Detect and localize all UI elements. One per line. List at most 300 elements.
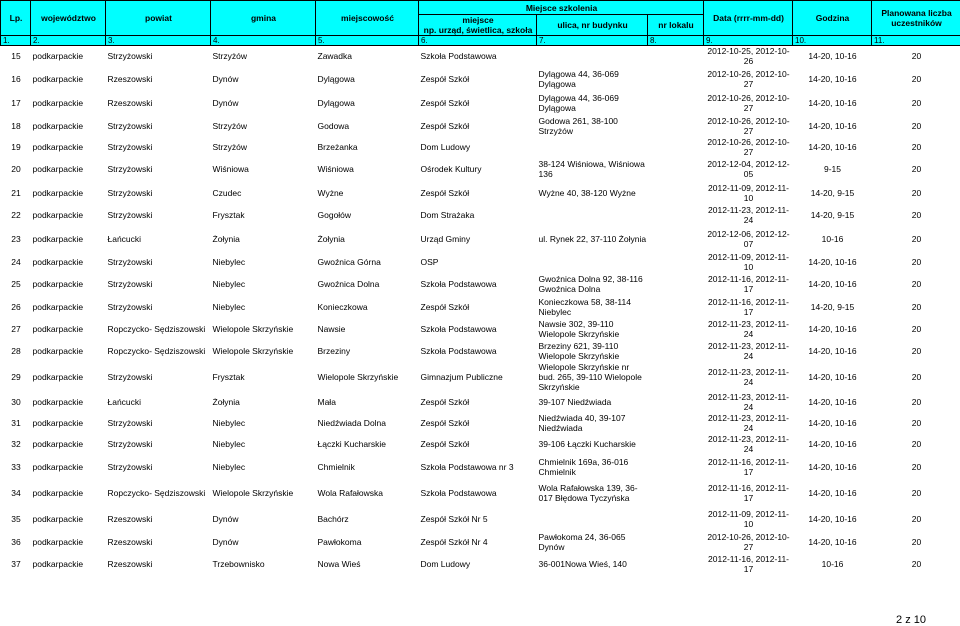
cell-lp: 37 bbox=[11, 559, 21, 569]
cell-ulica: 38-124 Wiśniowa, Wiśniowa 136 bbox=[538, 159, 645, 179]
cell-powiat: Łańcucki bbox=[107, 396, 142, 407]
cell-powiat: Strzyżowski bbox=[107, 141, 153, 152]
cell-lokal bbox=[648, 318, 704, 340]
header-godzina: Godzina bbox=[793, 1, 872, 36]
cell-lp: 22 bbox=[11, 210, 21, 220]
cell-lokal bbox=[648, 340, 704, 362]
column-numbers-row bbox=[1, 36, 960, 46]
cell-liczba: 20 bbox=[911, 488, 922, 498]
cell-gmina: Niebylec bbox=[212, 439, 246, 449]
cell-lokal bbox=[648, 91, 704, 115]
column-number: 6. bbox=[419, 36, 537, 46]
cell-lp: 34 bbox=[11, 488, 21, 498]
cell-miejscowosc: Pawłokoma bbox=[317, 537, 362, 547]
cell-ulica bbox=[537, 204, 648, 227]
cell-powiat: Strzyżowski bbox=[107, 371, 153, 382]
cell-wojewodztwo: podkarpackie bbox=[32, 210, 84, 220]
cell-miejsce: Dom Ludowy bbox=[420, 559, 471, 569]
cell-data: 2012-11-23, 2012-11-24 bbox=[708, 318, 789, 339]
cell-miejscowosc: Nowa Wieś bbox=[317, 559, 361, 569]
cell-miejsce: Gimnazjum Publiczne bbox=[420, 371, 503, 382]
cell-data: 2012-10-26, 2012-10-27 bbox=[707, 532, 790, 552]
cell-data: 2012-11-16, 2012-11-17 bbox=[708, 483, 789, 503]
header-miejsce-sub: np. urząd, świetlica, szkoła bbox=[423, 25, 533, 35]
cell-miejsce: Szkoła Podstawowa nr 3 bbox=[420, 461, 514, 472]
cell-wojewodztwo: podkarpackie bbox=[32, 234, 84, 244]
cell-godzina: 14-20, 9-15 bbox=[810, 301, 855, 312]
table-header bbox=[1, 1, 960, 46]
cell-miejsce: Szkoła Podstawowa bbox=[420, 323, 497, 334]
cell-miejscowosc: Żołynia bbox=[317, 234, 345, 244]
cell-godzina: 14-20, 10-16 bbox=[808, 461, 857, 472]
cell-ulica: 36-001Nowa Wieś, 140 bbox=[538, 559, 627, 569]
cell-lp: 15 bbox=[11, 51, 21, 62]
header-lp: Lp. bbox=[1, 1, 31, 36]
cell-lp: 32 bbox=[11, 439, 21, 449]
cell-gmina: Wielopole Skrzyńskie bbox=[212, 345, 294, 356]
cell-godzina: 14-20, 10-16 bbox=[808, 278, 857, 289]
cell-wojewodztwo: podkarpackie bbox=[32, 187, 84, 198]
cell-wojewodztwo: podkarpackie bbox=[32, 345, 84, 356]
cell-miejscowosc: Wiśniowa bbox=[317, 164, 354, 174]
cell-wojewodztwo: podkarpackie bbox=[32, 417, 84, 428]
cell-miejsce: Szkoła Podstawowa bbox=[420, 51, 497, 62]
column-number: 5. bbox=[316, 36, 419, 46]
header-miejsce-label: miejsce bbox=[462, 15, 494, 25]
table-row bbox=[1, 157, 960, 182]
cell-liczba: 20 bbox=[911, 439, 922, 449]
cell-wojewodztwo: podkarpackie bbox=[32, 371, 84, 382]
cell-powiat: Ropczycko- Sędziszowski bbox=[107, 488, 206, 498]
cell-liczba: 20 bbox=[911, 164, 922, 174]
cell-wojewodztwo: podkarpackie bbox=[32, 323, 84, 334]
cell-ulica: Wyżne 40, 38-120 Wyżne bbox=[538, 187, 636, 198]
cell-powiat: Ropczycko- Sędziszowski bbox=[107, 323, 206, 334]
cell-miejscowosc: Gogołów bbox=[317, 210, 352, 220]
cell-ulica: Brzeziny 621, 39-110 Wielopole Skrzyńskie bbox=[538, 340, 620, 361]
table-row bbox=[1, 392, 960, 412]
cell-wojewodztwo: podkarpackie bbox=[32, 537, 84, 547]
table-row bbox=[1, 115, 960, 137]
cell-powiat: Strzyżowski bbox=[107, 256, 153, 267]
cell-gmina: Czudec bbox=[212, 187, 242, 198]
cell-data: 2012-11-16, 2012-11-17 bbox=[708, 296, 789, 317]
cell-godzina: 14-20, 10-16 bbox=[808, 537, 857, 547]
cell-gmina: Dynów bbox=[212, 97, 239, 108]
cell-gmina: Żołynia bbox=[212, 234, 240, 244]
cell-gmina: Strzyżów bbox=[212, 51, 247, 62]
column-number: 10. bbox=[793, 36, 872, 46]
cell-ulica: Dylągowa 44, 36-069 Dylągowa bbox=[538, 92, 619, 113]
cell-ulica: Nawsie 302, 39-110 Wielopole Skrzyńskie bbox=[538, 318, 620, 339]
cell-liczba: 20 bbox=[911, 187, 922, 198]
table-row bbox=[1, 531, 960, 554]
cell-powiat: Rzeszowski bbox=[107, 73, 153, 84]
cell-gmina: Niebylec bbox=[212, 301, 246, 312]
cell-lokal bbox=[648, 531, 704, 554]
cell-gmina: Wielopole Skrzyńskie bbox=[212, 488, 294, 498]
header-powiat: powiat bbox=[106, 1, 211, 36]
cell-data: 2012-10-26, 2012-10-27 bbox=[707, 136, 790, 157]
cell-miejsce: Zespół Szkół Nr 5 bbox=[420, 514, 488, 524]
cell-miejscowosc: Brzeżanka bbox=[317, 141, 358, 152]
table-row bbox=[1, 252, 960, 272]
cell-godzina: 14-20, 10-16 bbox=[808, 51, 857, 62]
cell-gmina: Frysztak bbox=[212, 210, 245, 220]
table-row bbox=[1, 91, 960, 115]
cell-powiat: Rzeszowski bbox=[107, 559, 153, 569]
table-row bbox=[1, 412, 960, 434]
cell-lokal bbox=[648, 227, 704, 252]
cell-powiat: Strzyżowski bbox=[107, 439, 153, 449]
cell-miejsce: Zespół Szkół bbox=[420, 396, 470, 407]
cell-data: 2012-11-23, 2012-11-24 bbox=[708, 391, 789, 412]
cell-godzina: 14-20, 10-16 bbox=[808, 97, 857, 108]
cell-powiat: Rzeszowski bbox=[107, 514, 153, 524]
cell-liczba: 20 bbox=[911, 234, 922, 244]
cell-godzina: 14-20, 10-16 bbox=[808, 371, 857, 382]
cell-lokal bbox=[648, 554, 704, 575]
header-lokal: nr lokalu bbox=[648, 15, 704, 36]
cell-data: 2012-11-09, 2012-11-10 bbox=[708, 182, 789, 203]
cell-lokal bbox=[648, 157, 704, 182]
table-row bbox=[1, 137, 960, 157]
cell-ulica bbox=[537, 508, 648, 531]
cell-gmina: Żołynia bbox=[212, 396, 240, 407]
cell-lokal bbox=[648, 412, 704, 434]
cell-powiat: Strzyżowski bbox=[107, 51, 153, 62]
cell-data: 2012-11-23, 2012-11-24 bbox=[708, 366, 789, 387]
cell-liczba: 20 bbox=[911, 141, 922, 152]
cell-lp: 18 bbox=[11, 120, 21, 131]
cell-wojewodztwo: podkarpackie bbox=[32, 439, 84, 449]
cell-miejscowosc: Wyżne bbox=[317, 187, 344, 198]
cell-miejsce: Zespół Szkół bbox=[420, 417, 470, 428]
cell-miejsce: Zespół Szkół bbox=[420, 120, 470, 131]
table-row bbox=[1, 455, 960, 479]
cell-liczba: 20 bbox=[911, 345, 922, 356]
cell-ulica: ul. Rynek 22, 37-110 Żołynia bbox=[538, 234, 647, 244]
cell-lokal bbox=[648, 362, 704, 392]
cell-lp: 24 bbox=[11, 256, 21, 267]
header-miejsce bbox=[419, 15, 537, 36]
cell-lokal bbox=[648, 252, 704, 272]
cell-ulica: Godowa 261, 38-100 Strzyżów bbox=[538, 115, 618, 136]
cell-miejscowosc: Gwoźnica Dolna bbox=[317, 278, 380, 289]
cell-wojewodztwo: podkarpackie bbox=[32, 120, 84, 131]
cell-wojewodztwo: podkarpackie bbox=[32, 559, 84, 569]
cell-liczba: 20 bbox=[911, 210, 922, 220]
cell-lp: 26 bbox=[11, 301, 21, 312]
cell-lokal bbox=[648, 434, 704, 455]
cell-data: 2012-11-23, 2012-11-24 bbox=[708, 434, 789, 454]
cell-godzina: 14-20, 10-16 bbox=[808, 439, 857, 449]
cell-ulica: Wielopole Skrzyńskie nr bud. 265, 39-110 Wielopole Skrzyńskie bbox=[538, 361, 642, 392]
cell-godzina: 14-20, 10-16 bbox=[808, 73, 857, 84]
cell-powiat: Strzyżowski bbox=[107, 461, 153, 472]
cell-lokal bbox=[648, 182, 704, 204]
cell-lp: 20 bbox=[11, 164, 21, 174]
cell-liczba: 20 bbox=[911, 514, 922, 524]
table-row bbox=[1, 67, 960, 91]
cell-godzina: 9-15 bbox=[824, 164, 842, 174]
column-number: 9. bbox=[704, 36, 793, 46]
cell-data: 2012-11-09, 2012-11-10 bbox=[708, 509, 789, 529]
cell-miejsce: Zespół Szkół bbox=[420, 187, 470, 198]
cell-ulica: 39-107 Niedźwiada bbox=[538, 396, 612, 407]
cell-liczba: 20 bbox=[911, 559, 922, 569]
header-ulica: ulica, nr budynku bbox=[537, 15, 648, 36]
cell-wojewodztwo: podkarpackie bbox=[32, 256, 84, 267]
cell-lp: 30 bbox=[11, 396, 21, 407]
cell-lp: 27 bbox=[11, 323, 21, 334]
cell-data: 2012-11-16, 2012-11-17 bbox=[708, 554, 789, 574]
cell-data: 2012-10-26, 2012-10-27 bbox=[707, 68, 790, 89]
cell-wojewodztwo: podkarpackie bbox=[32, 488, 84, 498]
cell-lp: 17 bbox=[11, 97, 21, 108]
cell-gmina: Niebylec bbox=[212, 278, 246, 289]
cell-miejsce: Szkoła Podstawowa bbox=[420, 488, 497, 498]
cell-lokal bbox=[648, 455, 704, 479]
cell-miejscowosc: Niedźwiada Dolna bbox=[317, 417, 387, 428]
cell-gmina: Frysztak bbox=[212, 371, 245, 382]
cell-miejsce: Dom Ludowy bbox=[420, 141, 471, 152]
cell-liczba: 20 bbox=[911, 97, 922, 108]
cell-ulica: Dylągowa 44, 36-069 Dylągowa bbox=[538, 68, 619, 89]
table-row bbox=[1, 362, 960, 392]
cell-data: 2012-12-04, 2012-12-05 bbox=[707, 159, 790, 179]
cell-lokal bbox=[648, 115, 704, 137]
cell-powiat: Strzyżowski bbox=[107, 164, 153, 174]
cell-lokal bbox=[648, 479, 704, 508]
cell-data: 2012-11-23, 2012-11-24 bbox=[708, 205, 789, 225]
cell-miejscowosc: Wola Rafałowska bbox=[317, 488, 384, 498]
cell-data: 2012-11-16, 2012-11-17 bbox=[708, 456, 789, 477]
header-data: Data (rrrr-mm-dd) bbox=[704, 1, 793, 36]
cell-godzina: 14-20, 10-16 bbox=[808, 514, 857, 524]
header-liczba-uczestnikow: Planowana liczba uczestników bbox=[872, 1, 960, 36]
cell-gmina: Strzyżów bbox=[212, 141, 247, 152]
cell-miejsce: Dom Strażaka bbox=[420, 210, 475, 220]
cell-gmina: Wielopole Skrzyńskie bbox=[212, 323, 294, 334]
cell-data: 2012-10-25, 2012-10-26 bbox=[707, 46, 790, 67]
cell-liczba: 20 bbox=[911, 51, 922, 62]
table-row bbox=[1, 46, 960, 67]
cell-wojewodztwo: podkarpackie bbox=[32, 51, 84, 62]
cell-lokal bbox=[648, 296, 704, 318]
table-body bbox=[1, 46, 960, 575]
column-number: 4. bbox=[211, 36, 316, 46]
cell-lp: 31 bbox=[11, 417, 21, 428]
cell-ulica: Chmielnik 169a, 36-016 Chmielnik bbox=[538, 456, 629, 477]
cell-ulica bbox=[537, 137, 648, 157]
cell-lokal bbox=[648, 272, 704, 296]
cell-miejsce: Szkoła Podstawowa bbox=[420, 345, 497, 356]
cell-powiat: Strzyżowski bbox=[107, 278, 153, 289]
table-row bbox=[1, 340, 960, 362]
cell-gmina: Dynów bbox=[212, 514, 239, 524]
column-number: 2. bbox=[31, 36, 106, 46]
cell-wojewodztwo: podkarpackie bbox=[32, 141, 84, 152]
cell-miejscowosc: Dylągowa bbox=[317, 73, 355, 84]
cell-lp: 28 bbox=[11, 345, 21, 356]
cell-powiat: Rzeszowski bbox=[107, 537, 153, 547]
cell-godzina: 14-20, 9-15 bbox=[810, 187, 855, 198]
cell-godzina: 14-20, 10-16 bbox=[808, 141, 857, 152]
cell-wojewodztwo: podkarpackie bbox=[32, 396, 84, 407]
cell-liczba: 20 bbox=[911, 301, 922, 312]
cell-powiat: Strzyżowski bbox=[107, 210, 153, 220]
cell-miejsce: Zespół Szkół bbox=[420, 301, 470, 312]
table-row bbox=[1, 554, 960, 575]
cell-gmina: Dynów bbox=[212, 537, 239, 547]
table-row bbox=[1, 182, 960, 204]
cell-miejscowosc: Dylągowa bbox=[317, 97, 355, 108]
cell-lokal bbox=[648, 392, 704, 412]
cell-liczba: 20 bbox=[911, 73, 922, 84]
table-row bbox=[1, 204, 960, 227]
table-row bbox=[1, 318, 960, 340]
cell-miejsce: Zespół Szkół bbox=[420, 97, 470, 108]
cell-godzina: 14-20, 9-15 bbox=[810, 210, 855, 220]
column-number: 11. bbox=[872, 36, 960, 46]
cell-miejsce: Zespół Szkół Nr 4 bbox=[420, 537, 488, 547]
cell-lp: 35 bbox=[11, 514, 21, 524]
cell-miejscowosc: Zawadka bbox=[317, 51, 352, 62]
cell-powiat: Ropczycko- Sędziszowski bbox=[107, 345, 206, 356]
cell-miejscowosc: Nawsie bbox=[317, 323, 346, 334]
table-row bbox=[1, 227, 960, 252]
cell-wojewodztwo: podkarpackie bbox=[32, 97, 84, 108]
column-number: 8. bbox=[648, 36, 704, 46]
cell-lokal bbox=[648, 67, 704, 91]
cell-godzina: 14-20, 10-16 bbox=[808, 120, 857, 131]
cell-godzina: 10-16 bbox=[821, 234, 844, 244]
cell-lp: 23 bbox=[11, 234, 21, 244]
cell-powiat: Strzyżowski bbox=[107, 187, 153, 198]
cell-miejsce: Zespół Szkół bbox=[420, 439, 470, 449]
cell-godzina: 14-20, 10-16 bbox=[808, 256, 857, 267]
cell-miejscowosc: Wielopole Skrzyńskie bbox=[317, 371, 399, 382]
cell-wojewodztwo: podkarpackie bbox=[32, 73, 84, 84]
cell-lp: 29 bbox=[11, 371, 21, 382]
cell-lp: 36 bbox=[11, 537, 21, 547]
cell-gmina: Dynów bbox=[212, 73, 239, 84]
cell-lp: 25 bbox=[11, 278, 21, 289]
cell-lokal bbox=[648, 46, 704, 67]
cell-data: 2012-11-23, 2012-11-24 bbox=[708, 340, 789, 361]
cell-liczba: 20 bbox=[911, 278, 922, 289]
table-row bbox=[1, 434, 960, 455]
cell-lp: 33 bbox=[11, 461, 21, 472]
column-number: 7. bbox=[537, 36, 648, 46]
cell-miejscowosc: Godowa bbox=[317, 120, 350, 131]
cell-lp: 16 bbox=[11, 73, 21, 84]
cell-data: 2012-12-06, 2012-12-07 bbox=[707, 229, 790, 249]
cell-wojewodztwo: podkarpackie bbox=[32, 278, 84, 289]
cell-lokal bbox=[648, 508, 704, 531]
cell-godzina: 14-20, 10-16 bbox=[808, 345, 857, 356]
cell-ulica bbox=[537, 46, 648, 67]
cell-wojewodztwo: podkarpackie bbox=[32, 301, 84, 312]
table-row bbox=[1, 296, 960, 318]
cell-gmina: Trzebownisko bbox=[212, 559, 265, 569]
cell-liczba: 20 bbox=[911, 417, 922, 428]
cell-ulica: Wola Rafałowska 139, 36-017 Błędowa Tyczyńska bbox=[538, 483, 638, 503]
cell-godzina: 14-20, 10-16 bbox=[808, 417, 857, 428]
cell-liczba: 20 bbox=[911, 396, 922, 407]
cell-ulica: Niedźwiada 40, 39-107 Niedźwiada bbox=[538, 412, 626, 433]
cell-gmina: Niebylec bbox=[212, 417, 246, 428]
cell-miejscowosc: Gwoźnica Górna bbox=[317, 256, 381, 267]
column-number: 1. bbox=[1, 36, 31, 46]
cell-lokal bbox=[648, 204, 704, 227]
table-row bbox=[1, 508, 960, 531]
header-miejscowosc: miejscowość bbox=[316, 1, 419, 36]
cell-gmina: Niebylec bbox=[212, 256, 246, 267]
table-row bbox=[1, 272, 960, 296]
cell-wojewodztwo: podkarpackie bbox=[32, 514, 84, 524]
cell-ulica: Gwoźnica Dolna 92, 38-116 Gwoźnica Dolna bbox=[538, 273, 643, 294]
cell-miejsce: Urząd Gminy bbox=[420, 234, 471, 244]
cell-data: 2012-10-26, 2012-10-27 bbox=[707, 92, 790, 113]
cell-data: 2012-11-23, 2012-11-24 bbox=[708, 412, 789, 433]
cell-godzina: 14-20, 10-16 bbox=[808, 488, 857, 498]
cell-miejscowosc: Łączki Kucharskie bbox=[317, 439, 387, 449]
cell-ulica: Pawłokoma 24, 36-065 Dynów bbox=[538, 532, 626, 552]
cell-lokal bbox=[648, 137, 704, 157]
cell-data: 2012-11-09, 2012-11-10 bbox=[708, 251, 789, 272]
cell-godzina: 14-20, 10-16 bbox=[808, 323, 857, 334]
header-miejsce-szkolenia: Miejsce szkolenia bbox=[419, 1, 704, 15]
cell-liczba: 20 bbox=[911, 537, 922, 547]
cell-wojewodztwo: podkarpackie bbox=[32, 164, 84, 174]
cell-liczba: 20 bbox=[911, 323, 922, 334]
cell-liczba: 20 bbox=[911, 371, 922, 382]
cell-powiat: Łańcucki bbox=[107, 234, 142, 244]
cell-gmina: Niebylec bbox=[212, 461, 246, 472]
cell-liczba: 20 bbox=[911, 120, 922, 131]
cell-powiat: Strzyżowski bbox=[107, 301, 153, 312]
cell-miejsce: Zespół Szkół bbox=[420, 73, 470, 84]
cell-gmina: Strzyżów bbox=[212, 120, 247, 131]
cell-ulica: 39-106 Łączki Kucharskie bbox=[538, 439, 636, 449]
cell-liczba: 20 bbox=[911, 256, 922, 267]
table-row bbox=[1, 479, 960, 508]
cell-miejscowosc: Brzeziny bbox=[317, 345, 351, 356]
cell-lp: 21 bbox=[11, 187, 21, 198]
cell-liczba: 20 bbox=[911, 461, 922, 472]
cell-powiat: Rzeszowski bbox=[107, 97, 153, 108]
cell-ulica bbox=[537, 252, 648, 272]
cell-godzina: 14-20, 10-16 bbox=[808, 396, 857, 407]
cell-miejsce: Ośrodek Kultury bbox=[420, 164, 482, 174]
cell-data: 2012-11-16, 2012-11-17 bbox=[708, 273, 789, 294]
cell-godzina: 10-16 bbox=[821, 559, 844, 569]
cell-miejscowosc: Chmielnik bbox=[317, 461, 355, 472]
cell-miejsce: OSP bbox=[420, 256, 439, 267]
column-number: 3. bbox=[106, 36, 211, 46]
cell-lp: 19 bbox=[11, 141, 21, 152]
cell-miejscowosc: Bachórz bbox=[317, 514, 349, 524]
cell-miejscowosc: Konieczkowa bbox=[317, 301, 368, 312]
cell-powiat: Strzyżowski bbox=[107, 120, 153, 131]
cell-ulica: Konieczkowa 58, 38-114 Niebylec bbox=[538, 296, 631, 317]
cell-miejsce: Szkoła Podstawowa bbox=[420, 278, 497, 289]
page-number: 2 z 10 bbox=[896, 614, 926, 626]
cell-data: 2012-10-26, 2012-10-27 bbox=[707, 115, 790, 136]
cell-powiat: Strzyżowski bbox=[107, 417, 153, 428]
